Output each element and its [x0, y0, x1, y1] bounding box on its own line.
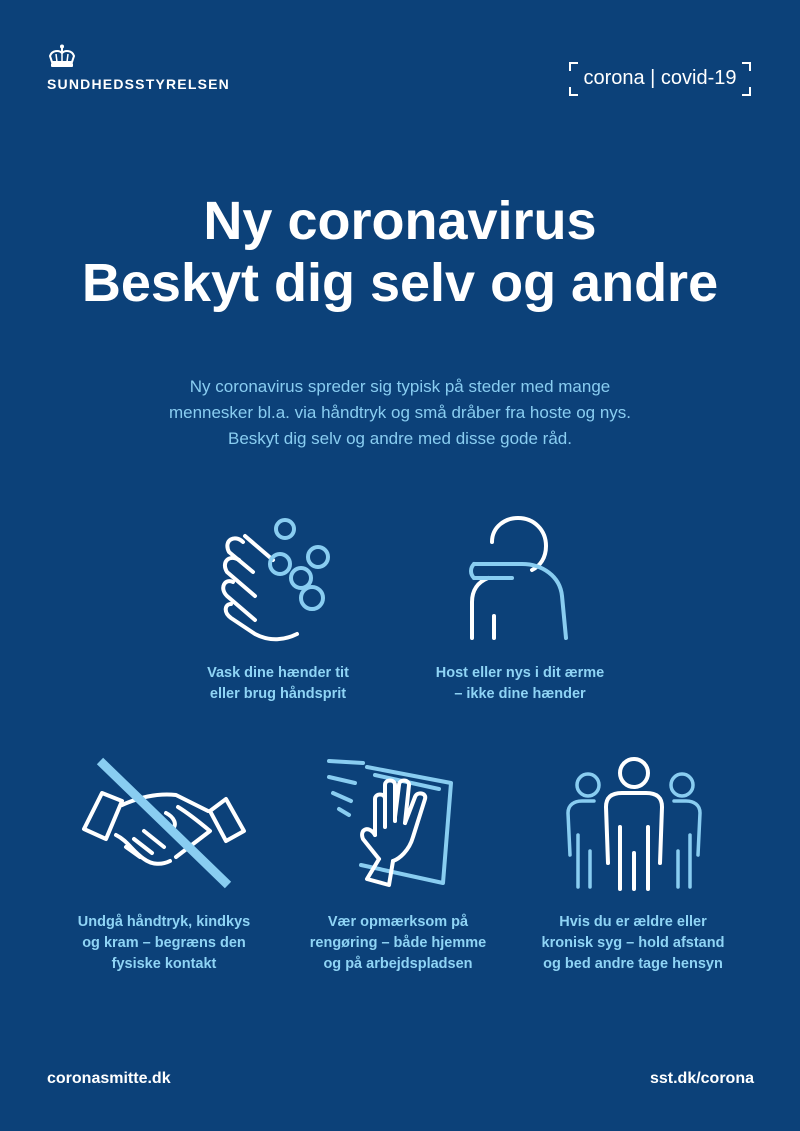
caption-line: – ikke dine hænder [454, 686, 586, 702]
caption-line: rengøring – både hjemme [309, 935, 487, 951]
caption-line: Hvis du er ældre eller [559, 914, 707, 930]
caption-line: Host eller nys i dit ærme [435, 665, 605, 681]
caption-line: kronisk syg – hold afstand [541, 935, 725, 951]
title-line-1: Ny coronavirus [203, 191, 597, 251]
footer-link-coronasmitte[interactable]: coronasmitte.dk [47, 1070, 171, 1087]
footer-link-sst[interactable]: sst.dk/corona [649, 1070, 754, 1087]
badge-text: corona | covid-19 [583, 67, 737, 89]
hand-wash-icon [215, 512, 360, 647]
caption-line: og på arbejdspladsen [323, 956, 473, 972]
intro-line-3: Beskyt dig selv og andre med disse gode råd. [228, 429, 572, 448]
caption-line: Vask dine hænder tit [207, 665, 349, 681]
advice-caption-cough-sleeve [400, 663, 640, 705]
page-title [0, 190, 800, 314]
corona-badge [569, 62, 751, 96]
intro-line-1: Ny coronavirus spreder sig typisk på steder med mange [189, 377, 611, 396]
cough-elbow-icon [462, 512, 577, 647]
no-handshake-icon [78, 755, 250, 890]
org-name: SUNDHEDSSTYRELSEN [47, 76, 230, 92]
people-distance-icon [560, 755, 708, 895]
intro-text [0, 374, 800, 452]
advice-caption-wash-hands [158, 663, 398, 705]
cleaning-icon [323, 755, 473, 890]
intro-line-2: mennesker bl.a. via håndtryk og små dråber fra hoste og nys. [168, 403, 632, 422]
caption-line: fysiske kontakt [111, 956, 217, 972]
caption-line: Undgå håndtryk, kindkys [77, 914, 251, 930]
caption-line: og bed andre tage hensyn [543, 956, 723, 972]
title-line-2: Beskyt dig selv og andre [81, 253, 719, 313]
crown-icon [47, 44, 77, 70]
advice-caption-cleaning [278, 912, 518, 975]
caption-line: og kram – begræns den [82, 935, 246, 951]
advice-caption-no-handshake [44, 912, 284, 975]
advice-caption-keep-distance [513, 912, 753, 975]
caption-line: eller brug håndsprit [209, 686, 347, 702]
sst-logo [47, 44, 230, 92]
caption-line: Vær opmærksom på [327, 914, 469, 930]
